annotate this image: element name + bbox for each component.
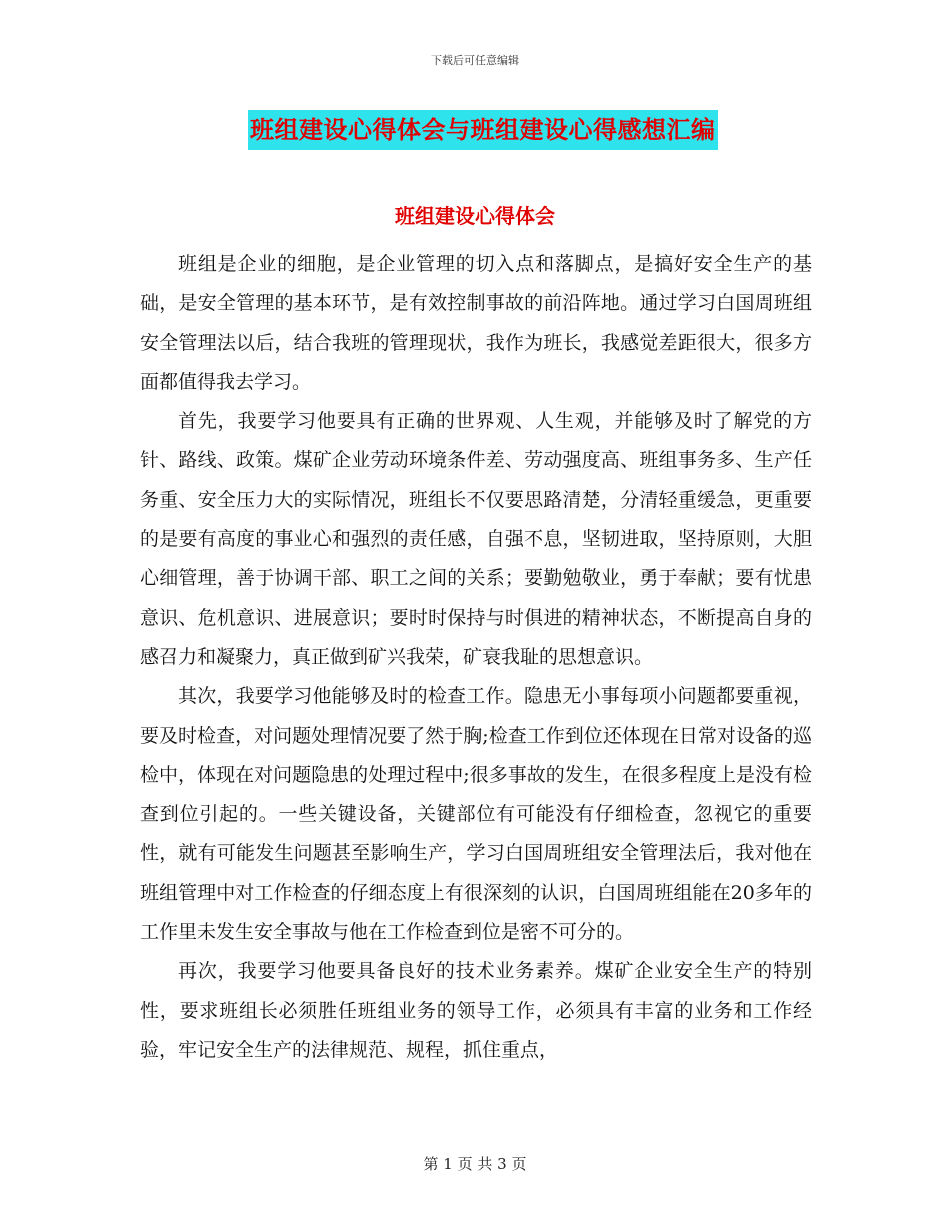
header-note: 下载后可任意编辑 bbox=[431, 54, 519, 67]
paragraph-3: 其次，我要学习他能够及时的检查工作。隐患无小事每项小问题都要重视，要及时检查，对问题处理情况要了然于胸;检查工作到位还体现在日常对设备的巡检中，体现在对问题隐患的处理过程中;很多事故的发生，在很多程度上是没有检查到位引起的。一些关键设备，关键部位有可能没有仔细检查，忽视它的重要性，就有可能发生问题甚至影响生产，学习白国周班组安全管理法后，我对他在班组管理中对工作检查的仔细态度上有很深刻的认识，白国周班组能在20多年的工作里未发生安全事故与他在工作检查到位是密不可分的。 bbox=[140, 685, 812, 944]
section-title: 班组建设心得体会 bbox=[395, 204, 555, 228]
page-footer: 第 1 页 共 3 页 bbox=[423, 1155, 527, 1173]
document-title: 班组建设心得体会与班组建设心得感想汇编 bbox=[248, 110, 718, 150]
paragraph-4: 再次，我要学习他要具备良好的技术业务素养。煤矿企业安全生产的特别性，要求班组长必须胜任班组业务的领导工作，必须具有丰富的业务和工作经验，牢记安全生产的法律规范、规程，抓住重点， bbox=[140, 960, 812, 1061]
document-body bbox=[140, 245, 812, 1070]
paragraph-2: 首先，我要学习他要具有正确的世界观、人生观，并能够及时了解党的方针、路线、政策。煤矿企业劳动环境条件差、劳动强度高、班组事务多、生产任务重、安全压力大的实际情况，班组长不仅要思路清楚，分清轻重缓急，更重要的是要有高度的事业心和强烈的责任感，自强不息，坚韧进取，坚持原则，大胆心细管理，善于协调干部、职工之间的关系；要勤勉敬业，勇于奉献；要有忧患意识、危机意识、进展意识；要时时保持与时俱进的精神状态，不断提高自身的感召力和凝聚力，真正做到矿兴我荣，矿衰我耻的思想意识。 bbox=[140, 410, 812, 668]
paragraph-1: 班组是企业的细胞，是企业管理的切入点和落脚点，是搞好安全生产的基础，是安全管理的基本环节，是有效控制事故的前沿阵地。通过学习白国周班组安全管理法以后，结合我班的管理现状，我作为班长，我感觉差距很大，很多方面都值得我去学习。 bbox=[140, 253, 812, 393]
